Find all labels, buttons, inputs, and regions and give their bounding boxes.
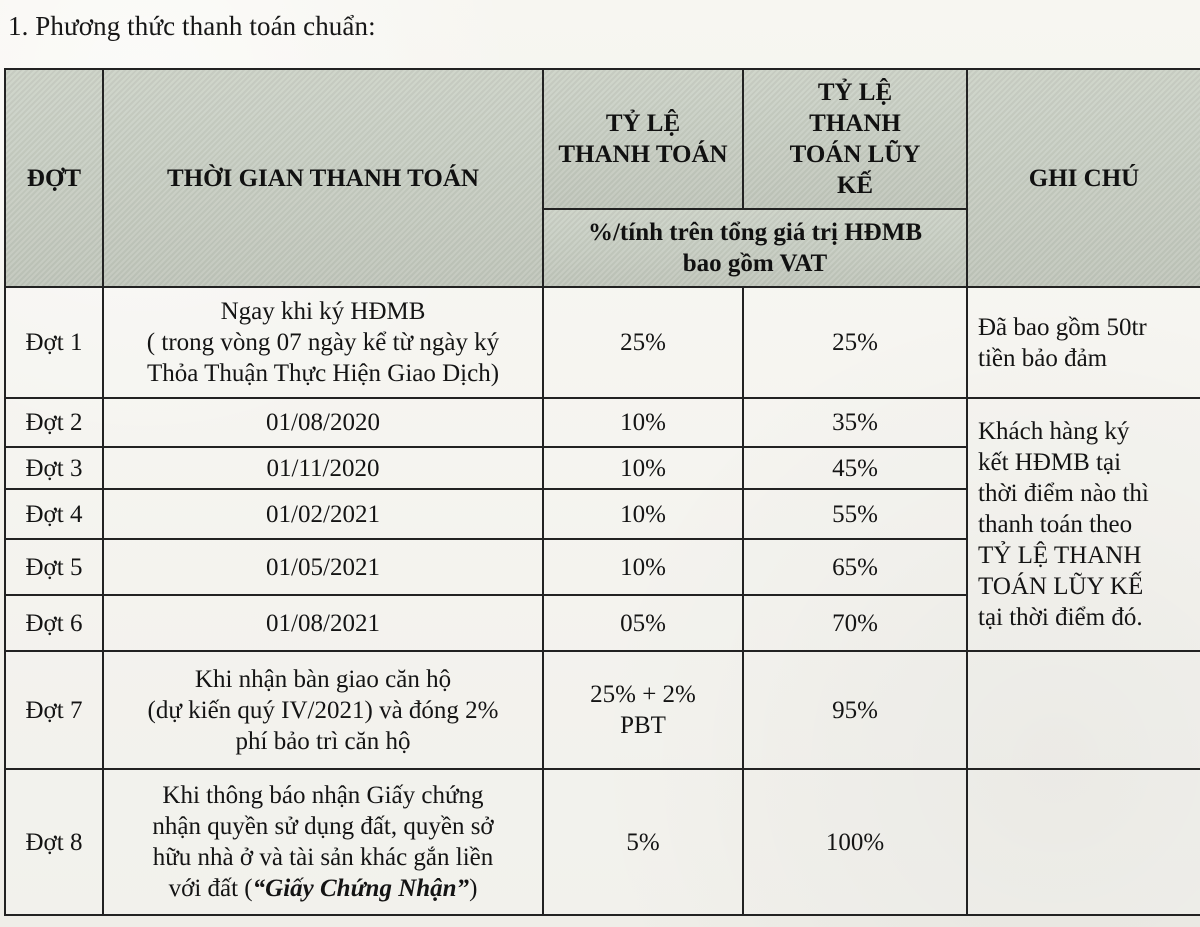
header-rate — [543, 69, 743, 209]
note-line: kết HĐMB tại — [978, 449, 1122, 476]
cell-dot: Đợt 5 — [5, 539, 103, 595]
cell-time-text: với đất ( — [168, 875, 253, 902]
header-note — [967, 69, 1200, 287]
cell-time-line: hữu nhà ở và tài sản khác gắn liền — [152, 844, 494, 871]
cell-rate: 10% — [543, 398, 743, 447]
cell-note — [967, 398, 1200, 651]
cell-rate: 5% — [543, 769, 743, 915]
header-percent-basis-line: bao gồm VAT — [682, 250, 828, 277]
table-row — [5, 287, 1200, 398]
header-time — [103, 69, 543, 287]
cell-cumulative: 65% — [743, 539, 967, 595]
cell-time-text: ) — [469, 875, 478, 902]
cell-dot: Đợt 4 — [5, 489, 103, 539]
note-line: tại thời điểm đó. — [978, 604, 1143, 631]
header-rate-line: TỶ LỆ — [605, 110, 681, 137]
note-line: thanh toán theo — [978, 511, 1133, 538]
header-percent-basis-line: %/tính trên tổng giá trị HĐMB — [587, 219, 922, 246]
header-cumulative — [743, 69, 967, 209]
cell-cumulative: 100% — [743, 769, 967, 915]
header-note-label: GHI CHÚ — [1028, 164, 1140, 192]
header-dot — [5, 69, 103, 287]
header-rate-line: THANH TOÁN — [558, 141, 728, 168]
cell-time-line — [112, 873, 534, 904]
cell-time-line: ( trong vòng 07 ngày kể từ ngày ký — [146, 329, 500, 356]
note-line: TỶ LỆ THANH — [978, 542, 1142, 569]
cell-rate-line: 25% + 2% — [590, 681, 696, 708]
cell-time-line: Thỏa Thuận Thực Hiện Giao Dịch) — [146, 360, 500, 387]
cell-note — [967, 287, 1200, 398]
cell-time: 01/11/2020 — [103, 447, 543, 489]
cell-cumulative: 95% — [743, 651, 967, 769]
cell-time: 01/08/2021 — [103, 595, 543, 651]
header-cumulative-line: THANH — [809, 110, 901, 137]
header-dot-label: ĐỢT — [26, 164, 82, 192]
cell-cumulative: 45% — [743, 447, 967, 489]
cell-time-line: nhận quyền sử dụng đất, quyền sở — [152, 813, 494, 840]
table-row — [5, 769, 1200, 915]
cell-dot: Đợt 6 — [5, 595, 103, 651]
cell-time — [103, 651, 543, 769]
header-percent-basis — [543, 209, 967, 287]
cell-cumulative: 55% — [743, 489, 967, 539]
cell-time: 01/08/2020 — [103, 398, 543, 447]
cell-time — [103, 287, 543, 398]
note-line: thời điểm nào thì — [978, 480, 1149, 507]
cell-cumulative: 25% — [743, 287, 967, 398]
cell-dot: Đợt 8 — [5, 769, 103, 915]
cell-note-empty — [967, 769, 1200, 915]
cell-rate: 10% — [543, 447, 743, 489]
cell-time — [103, 769, 543, 915]
cell-cumulative: 35% — [743, 398, 967, 447]
cell-time-line: (dự kiến quý IV/2021) và đóng 2% — [147, 696, 499, 724]
cell-time: 01/02/2021 — [103, 489, 543, 539]
note-line: tiền bảo đảm — [978, 344, 1108, 372]
note-line: Đã bao gồm 50tr — [978, 313, 1147, 341]
cell-note-empty — [967, 651, 1200, 769]
section-heading: 1. Phương thức thanh toán chuẩn: — [8, 11, 376, 41]
cell-dot: Đợt 1 — [5, 287, 103, 398]
cell-cumulative: 70% — [743, 595, 967, 651]
cell-rate — [543, 651, 743, 769]
cell-rate-line: PBT — [620, 712, 666, 739]
cell-rate: 25% — [543, 287, 743, 398]
cell-rate: 10% — [543, 489, 743, 539]
cell-time-line: Ngay khi ký HĐMB — [220, 298, 426, 325]
payment-schedule-table — [4, 68, 1200, 916]
cell-dot: Đợt 2 — [5, 398, 103, 447]
cell-rate: 05% — [543, 595, 743, 651]
note-line: TOÁN LŨY KẾ — [978, 573, 1144, 600]
emphasis-text: “Giấy Chứng Nhận” — [252, 875, 470, 902]
cell-time: 01/05/2021 — [103, 539, 543, 595]
note-line: Khách hàng ký — [978, 418, 1130, 445]
cell-dot: Đợt 7 — [5, 651, 103, 769]
cell-dot: Đợt 3 — [5, 447, 103, 489]
table-row — [5, 651, 1200, 769]
table-row — [5, 398, 1200, 447]
header-cumulative-line: TỶ LỆ — [817, 79, 893, 106]
header-cumulative-line: KẾ — [836, 172, 874, 199]
header-cumulative-line: TOÁN LŨY — [789, 141, 921, 168]
header-time-label: THỜI GIAN THANH TOÁN — [167, 164, 479, 192]
cell-time-line: Khi nhận bàn giao căn hộ — [194, 665, 452, 693]
table-header-row — [5, 69, 1200, 209]
cell-rate: 10% — [543, 539, 743, 595]
cell-time-line: phí bảo trì căn hộ — [235, 727, 411, 755]
cell-time-line: Khi thông báo nhận Giấy chứng — [162, 782, 484, 809]
